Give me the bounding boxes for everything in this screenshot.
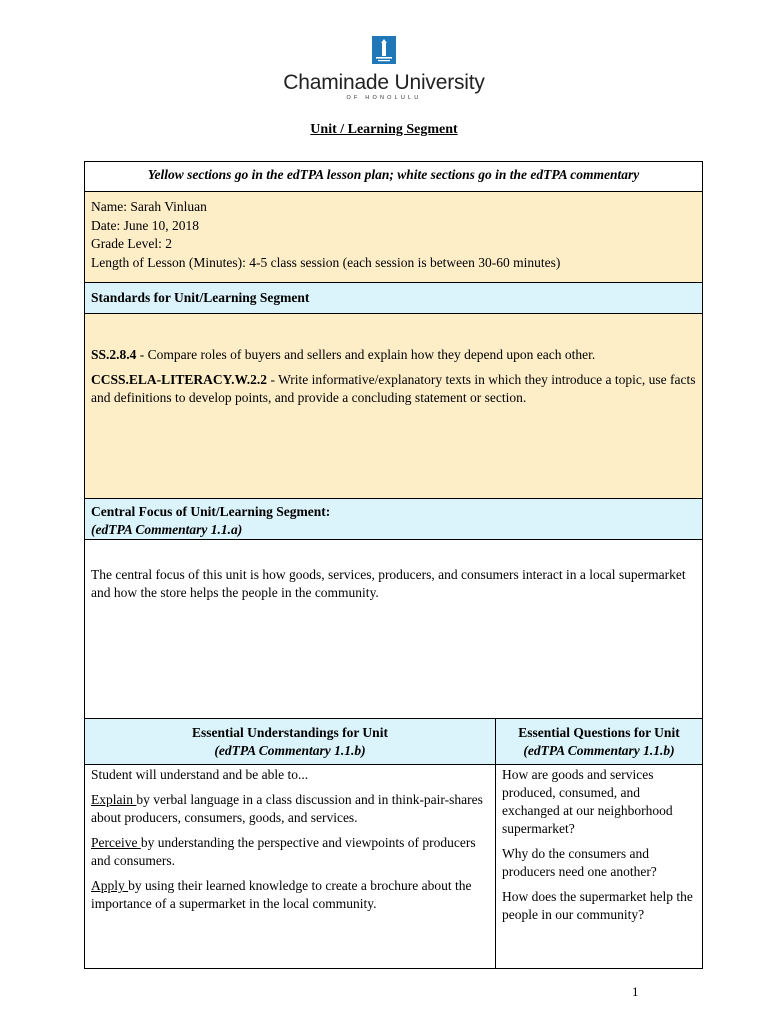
standard-item [91,371,696,407]
standards-header-row [85,283,703,314]
standard-item [91,346,696,364]
page-number: 1 [632,984,639,999]
essential-header-row [85,719,703,765]
understanding-verb: Explain [91,792,137,807]
logo-subtitle: OF HONOLULU [346,95,422,101]
grade-level: Grade Level: 2 [91,236,172,251]
understanding-item [91,877,489,913]
questions-cell [496,765,703,969]
instructions-row [85,162,703,192]
understanding-text: by verbal language in a class discussion and in think-pair-shares about producers, consumers, goods, and services. [91,792,483,825]
essential-body-row [85,765,703,969]
university-logo [0,36,768,101]
understandings-title: Essential Understandings for Unit [192,725,388,740]
central-focus-body: The central focus of this unit is how goods, services, producers, and consumers interact in a local supermarket and how the store helps the people in the community. [85,540,703,719]
standard-text: - Compare roles of buyers and sellers and explain how they depend upon each other. [136,347,596,362]
central-focus-row [85,540,703,719]
lesson-table [84,161,703,969]
understandings-header [85,719,496,765]
central-focus-header-row [85,499,703,540]
question-item: Why do the consumers and producers need one another? [502,846,657,879]
standards-cell [85,314,703,499]
understanding-item [91,834,489,870]
instructions-text: Yellow sections go in the edTPA lesson plan; white sections go in the edTPA commentary [85,162,703,192]
understandings-cell [85,765,496,969]
questions-commentary: (edTPA Commentary 1.1.b) [523,743,675,758]
lesson-date: Date: June 10, 2018 [91,217,199,233]
central-focus-header [85,499,703,540]
understanding-verb: Apply [91,878,129,893]
question-item: How are goods and services produced, consumed, and exchanged at our neighborhood supermarket? [502,767,673,836]
info-row [85,192,703,283]
lighthouse-logo-icon [372,36,396,64]
understanding-text: by using their learned knowledge to create a brochure about the importance of a supermarket in the local community. [91,878,472,911]
lesson-info-cell [85,192,703,283]
lesson-length: Length of Lesson (Minutes): 4-5 class session (each session is between 30-60 minutes) [91,254,561,270]
questions-title: Essential Questions for Unit [518,725,680,740]
question-item: How does the supermarket help the people in our community? [502,889,693,922]
standards-row [85,314,703,499]
understanding-verb: Perceive [91,835,141,850]
logo-name: Chaminade University [283,71,485,94]
standard-code: CCSS.ELA-LITERACY.W.2.2 [91,372,268,387]
central-focus-title: Central Focus of Unit/Learning Segment: [91,504,331,519]
standard-text: - Write informative/explanatory texts in which they introduce a topic, use facts and definitions to develop points, and provide a concluding statement or section. [91,372,696,405]
standard-code: SS.2.8.4 [91,347,137,362]
understandings-commentary: (edTPA Commentary 1.1.b) [214,743,366,758]
questions-header [496,719,703,765]
teacher-name: Name: Sarah Vinluan [91,199,207,214]
central-focus-commentary: (edTPA Commentary 1.1.a) [91,522,243,537]
understanding-text: by understanding the perspective and viewpoints of producers and consumers. [91,835,476,868]
standards-header: Standards for Unit/Learning Segment [85,283,703,314]
understanding-item [91,791,489,827]
document-title: Unit / Learning Segment [310,122,458,137]
understandings-intro: Student will understand and be able to... [91,767,309,782]
